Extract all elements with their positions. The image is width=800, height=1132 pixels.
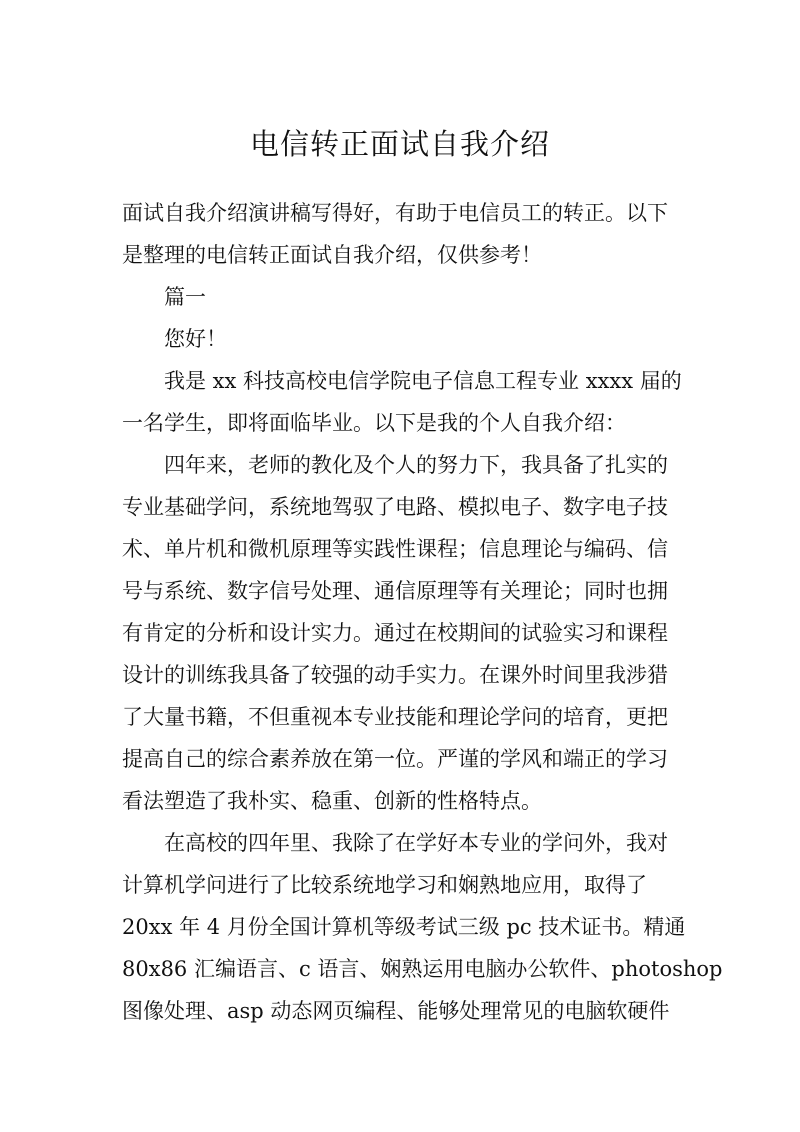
text-line: 80x86 汇编语言、c 语言、娴熟运用电脑办公软件、photoshop (122, 957, 723, 981)
text-line: 专业基础学问，系统地驾驭了电路、模拟电子、数字电子技 (122, 495, 668, 519)
document-body (122, 192, 723, 1032)
text-line: 号与系统、数字信号处理、通信原理等有关理论；同时也拥 (122, 579, 668, 603)
text-line: 有肯定的分析和设计实力。通过在校期间的试验实习和课程 (122, 621, 668, 645)
text-line: 了大量书籍，不但重视本专业技能和理论学问的培育，更把 (122, 705, 668, 729)
greeting-line: 您好！ (164, 327, 227, 351)
document-title: 电信转正面试自我介绍 (249, 127, 550, 161)
text-line: 四年来，老师的教化及个人的努力下，我具备了扎实的 (164, 453, 668, 477)
text-line: 面试自我介绍演讲稿写得好，有助于电信员工的转正。以下 (122, 201, 668, 225)
text-line: 图像处理、asp 动态网页编程、能够处理常见的电脑软硬件 (122, 999, 670, 1023)
text-line: 术、单片机和微机原理等实践性课程；信息理论与编码、信 (122, 537, 668, 561)
text-line: 计算机学问进行了比较系统地学习和娴熟地应用，取得了 (122, 873, 647, 897)
text-line: 在高校的四年里、我除了在学好本专业的学问外，我对 (164, 831, 668, 855)
text-line: 我是 xx 科技高校电信学院电子信息工程专业 xxxx 届的 (164, 369, 682, 393)
text-line: 设计的训练我具备了较强的动手实力。在课外时间里我涉猎 (122, 663, 668, 687)
text-line: 提高自己的综合素养放在第一位。严谨的学风和端正的学习 (122, 747, 668, 771)
text-line: 看法塑造了我朴实、稳重、创新的性格特点。 (122, 789, 542, 813)
text-line: 20xx 年 4 月份全国计算机等级考试三级 pc 技术证书。精通 (122, 915, 686, 939)
section-heading: 篇一 (164, 285, 206, 309)
text-line: 是整理的电信转正面试自我介绍，仅供参考！ (122, 243, 542, 267)
text-line: 一名学生，即将面临毕业。以下是我的个人自我介绍： (122, 411, 626, 435)
